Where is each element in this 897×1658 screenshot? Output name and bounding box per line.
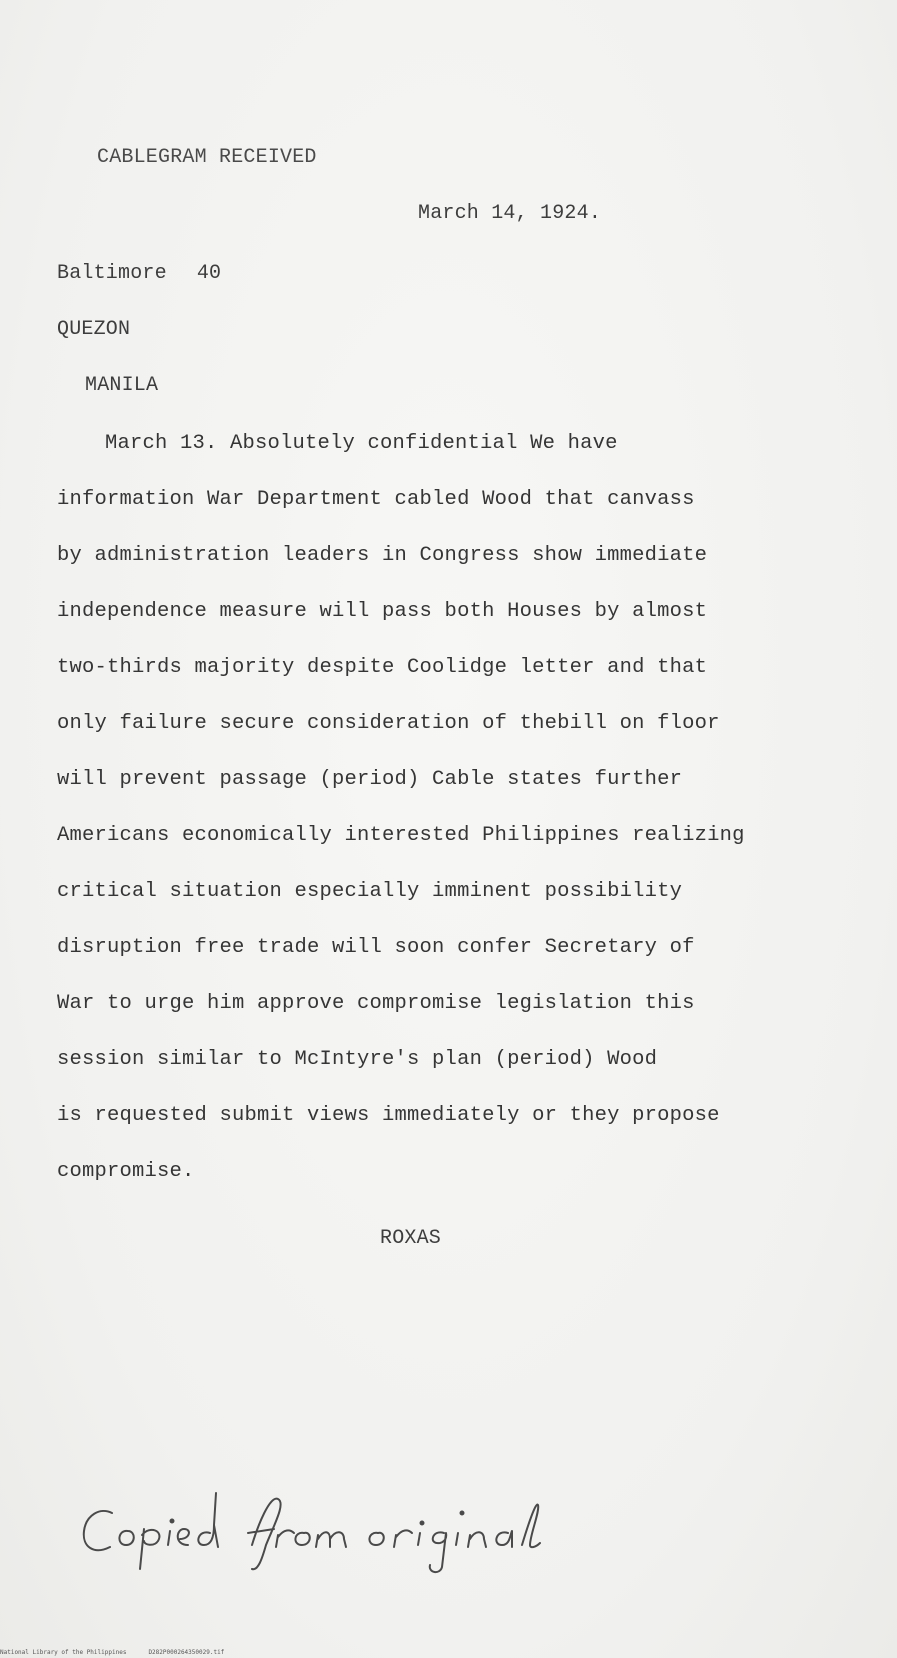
origin-number: 40 [196, 262, 222, 285]
signature-roxas: ROXAS [380, 1227, 442, 1250]
cablegram-heading: CABLEGRAM RECEIVED [97, 146, 317, 169]
cablegram-origin [57, 262, 221, 285]
body-line: disruption free trade will soon confer Secretary of [57, 936, 695, 959]
addressee-name: QUEZON [57, 318, 131, 341]
body-line: Americans economically interested Philippines realizing [57, 824, 745, 847]
footer-library: National Library of the Philippines [0, 1649, 127, 1656]
body-line: critical situation especially imminent possibility [57, 880, 683, 903]
origin-city: Baltimore [57, 262, 167, 285]
body-line: is requested submit views immediately or they propose [57, 1104, 720, 1127]
body-line: March 13. Absolutely confidential We have [105, 432, 618, 455]
body-line: only failure secure consideration of thebill on floor [57, 712, 720, 735]
cablegram-date: March 14, 1924. [418, 202, 602, 225]
body-line: compromise. [57, 1160, 195, 1183]
addressee-city: MANILA [85, 374, 159, 397]
body-line: session similar to McIntyre's plan (period) Wood [57, 1048, 658, 1071]
handwritten-note-drawing [78, 1485, 598, 1575]
body-line: two-thirds majority despite Coolidge letter and that [57, 656, 708, 679]
footer-filename: D282P000264350029.tif [148, 1649, 225, 1656]
body-line: independence measure will pass both Houses by almost [57, 600, 708, 623]
body-line: will prevent passage (period) Cable states further [57, 768, 683, 791]
body-line: information War Department cabled Wood that canvass [57, 488, 695, 511]
body-line: War to urge him approve compromise legislation this [57, 992, 695, 1015]
archive-footer [0, 1649, 224, 1656]
body-line: by administration leaders in Congress show immediate [57, 544, 708, 567]
